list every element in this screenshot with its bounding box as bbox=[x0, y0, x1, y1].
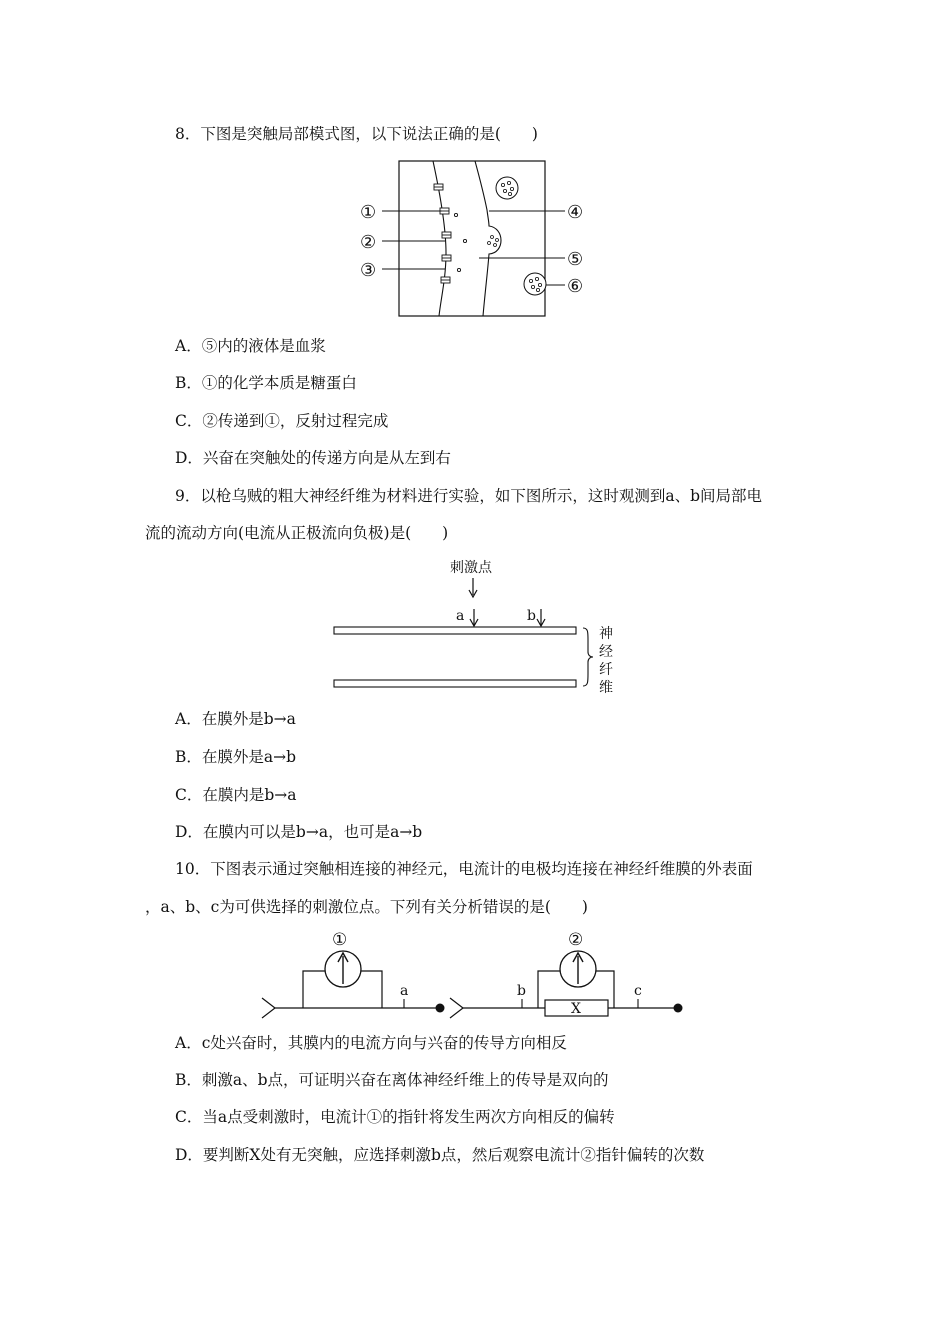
q9-option-a: A．在膜外是b→a bbox=[175, 710, 296, 728]
point-a-label: a bbox=[400, 983, 409, 999]
q8-stem: 8．下图是突触局部模式图，以下说法正确的是( ) bbox=[175, 125, 538, 143]
q9-option-d: D．在膜内可以是b→a，也可是a→b bbox=[175, 823, 423, 841]
q8-option-c: C．②传递到①，反射过程完成 bbox=[175, 412, 389, 430]
x-box-label: X bbox=[571, 1001, 581, 1017]
q8-option-b: B．①的化学本质是糖蛋白 bbox=[175, 374, 357, 392]
label-6: ⑥ bbox=[567, 276, 584, 297]
label-4: ④ bbox=[567, 202, 584, 223]
q9-option-b: B．在膜外是a→b bbox=[175, 748, 297, 766]
nerve-fiber-diagram bbox=[330, 554, 630, 696]
q10-option-a: A．c处兴奋时，其膜内的电流方向与兴奋的传导方向相反 bbox=[175, 1034, 567, 1052]
stimulus-label: 刺激点 bbox=[450, 560, 492, 576]
point-c-label: c bbox=[634, 983, 642, 999]
label-1: ① bbox=[360, 202, 377, 223]
q10-option-d: D．要判断X处有无突触，应选择刺激b点，然后观察电流计②指针偏转的次数 bbox=[175, 1146, 705, 1164]
q8-option-a: A．⑤内的液体是血浆 bbox=[175, 337, 326, 355]
fiber-top-membrane bbox=[334, 627, 576, 634]
point-b-label: b bbox=[517, 983, 526, 999]
q10-stem-line2: ，a、b、c为可供选择的刺激位点。下列有关分析错误的是( ) bbox=[145, 898, 588, 916]
fiber-label-1: 神 bbox=[599, 626, 613, 642]
fiber-bottom-membrane bbox=[334, 680, 576, 687]
neuron-galvanometer-diagram bbox=[258, 926, 688, 1022]
label-2: ② bbox=[360, 232, 377, 253]
point-b-label: b bbox=[527, 608, 536, 624]
q9-stem-line2: 流的流动方向(电流从正极流向负极)是( ) bbox=[145, 524, 449, 542]
q10-option-b: B．刺激a、b点，可证明兴奋在离体神经纤维上的传导是双向的 bbox=[175, 1071, 609, 1089]
q10-stem-line1: 10．下图表示通过突触相连接的神经元，电流计的电极均连接在神经纤维膜的外表面 bbox=[175, 860, 753, 878]
point-a-label: a bbox=[456, 608, 465, 624]
meter1-label: ① bbox=[332, 930, 348, 950]
fiber-label-4: 维 bbox=[599, 680, 613, 696]
q8-option-d: D．兴奋在突触处的传递方向是从左到右 bbox=[175, 449, 451, 467]
q9-option-c: C．在膜内是b→a bbox=[175, 786, 297, 804]
synapse-diagram bbox=[355, 158, 595, 320]
fiber-label-3: 纤 bbox=[599, 662, 613, 678]
fiber-label-2: 经 bbox=[599, 644, 613, 660]
label-3: ③ bbox=[360, 260, 377, 281]
label-5: ⑤ bbox=[567, 249, 584, 270]
q9-stem-line1: 9．以枪乌贼的粗大神经纤维为材料进行实验，如下图所示，这时观测到a、b间局部电 bbox=[175, 487, 763, 505]
q10-option-c: C．当a点受刺激时，电流计①的指针将发生两次方向相反的偏转 bbox=[175, 1108, 615, 1126]
meter2-label: ② bbox=[568, 930, 584, 950]
